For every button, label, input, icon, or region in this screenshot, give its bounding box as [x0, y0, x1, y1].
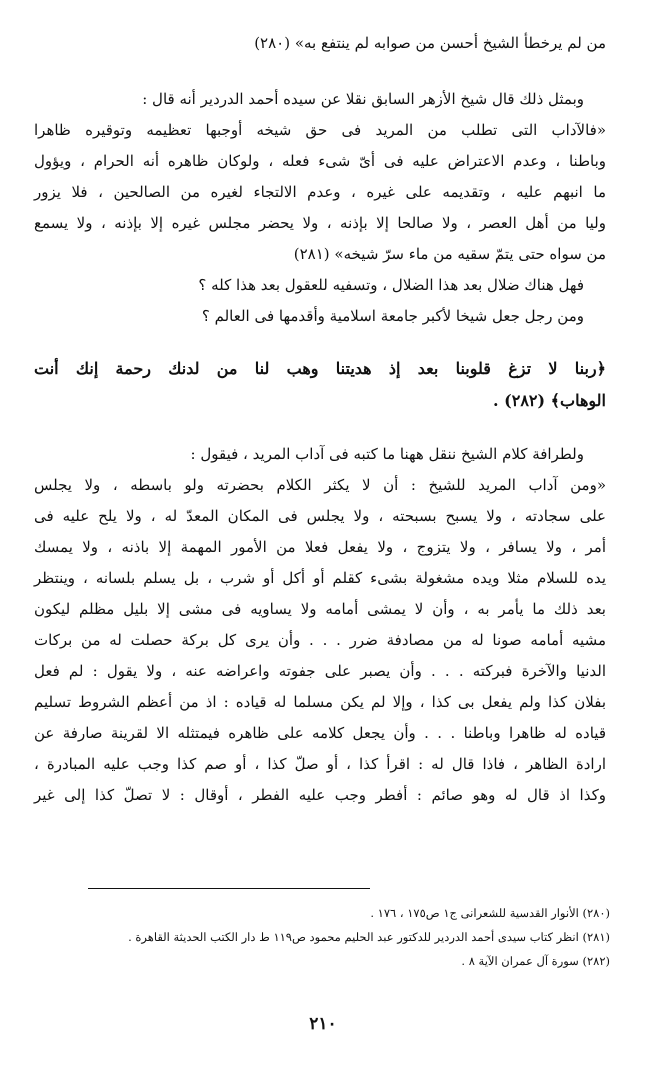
quran-verse-line: ﴿ربنا لا تزغ قلوبنا بعد إذ هديتنا وهب لنا من لدنك رحمة إنك أنت [34, 359, 606, 378]
text-line: الدنيا والآخرة فبركته . . . وأن يصبر على جفوته واعراضه عنه ، ولا يقول : لم فعل [34, 662, 606, 680]
text-line: ومن رجل جعل شيخا لأكبر جامعة اسلامية وأقدمها فى العالم ؟ [201, 307, 584, 325]
footnote: (٢٨١) انظر كتاب سيدى أحمد الدردير للدكتور عبد الحليم محمود ص١١٩ ط دار الكتب الحديثة القاهرة . [128, 930, 610, 944]
text-line: وباطنا ، وعدم الاعتراض عليه فى أىّ شىء فعله ، ولوكان ظاهره أنه الحرام ، ويؤول [34, 152, 606, 170]
text-line: أمر ، ولا يسافر ، ولا يتزوج ، ولا يفعل فعلا من الأمور المهمة إلا باذنه ، ولا يمسك [34, 538, 606, 556]
quran-verse-line: الوهاب﴾ (٢٨٢) . [493, 391, 606, 410]
text-line: من سواه حتى يتمّ سقيه من ماء سرّ شيخه» (٢٨١) [293, 245, 606, 263]
footnote-separator [88, 888, 370, 889]
text-line: وكذا اذ قال له وهو صائم : أفطر وجب عليه الفطر ، أوقال : لا تصلّ كذا إلى غير [34, 786, 606, 804]
text-line: على سجادته ، ولا يسبح بسبحته ، ولا يجلس فى المكان المعدّ له ، ولا يلح عليه فى [34, 507, 606, 525]
footnote: (٢٨٠) الأنوار القدسية للشعرانى ج١ ص١٧٥ ، ١٧٦ . [370, 906, 610, 920]
text-line: ولطرافة كلام الشيخ ننقل ههنا ما كتبه فى آداب المريد ، فيقول : [190, 445, 584, 463]
text-line: وليا من أهل العصر ، ولا صالحا إلا بإذنه ، ولا يحضر مجلس غيره إلا بإذنه ، ولا يسمع [34, 214, 606, 232]
page-number: ٢١٠ [309, 1014, 337, 1034]
footnote: (٢٨٢) سورة آل عمران الآية ٨ . [461, 954, 610, 968]
text-line: بفلان كذا ولم يفعل بى كذا ، وإلا لم يكن مسلما له قياده : اذ من أعظم الشروط تسليم [34, 693, 606, 711]
text-line: «فالآداب التى تطلب من المريد فى حق شيخه أوجبها تعظيمه وتوقيره ظاهرا [34, 121, 606, 139]
text-line: ما انبهم عليه ، وتقديمه على غيره ، وعدم الالتجاء لغيره من الصالحين ، فلا يزور [34, 183, 606, 201]
text-line: ارادة الظاهر ، فاذا قال له : اقرأ كذا ، أو صلّ كذا ، أو صم كذا وجب عليه المبادرة ، [34, 755, 606, 773]
text-line: وبمثل ذلك قال شيخ الأزهر السابق نقلا عن سيده أحمد الدردير أنه قال : [142, 90, 584, 108]
text-line: من لم يرخطأ الشيخ أحسن من صوابه لم ينتفع به» (٢٨٠) [254, 34, 606, 52]
text-line: فهل هناك ضلال بعد هذا الضلال ، وتسفيه للعقول بعد هذا كله ؟ [198, 276, 584, 294]
text-line: يده للسلام مثلا ويده مشغولة بشىء كقلم أو أكل أو شرب ، بل يسلم بلسانه ، وينتظر [34, 569, 606, 587]
text-line: قياده له ظاهرا وباطنا . . . وأن يجعل كلامه على ظاهره فيمتثله الا لقرينة صارفة عن [34, 724, 606, 742]
text-line: «ومن آداب المريد للشيخ : أن لا يكثر الكلام بحضرته ولو باسطه ، ولا يجلس [34, 476, 606, 494]
text-line: مشيه أمامه صونا له من مصادفة ضرر . . . وأن يرى كل بركة حصلت له من بركات [34, 631, 606, 649]
text-line: بعد ذلك ما يأمر به ، وأن لا يمشى أمامه ولا يساويه فى مشى إلا بليل مظلم ليكون [34, 600, 606, 618]
